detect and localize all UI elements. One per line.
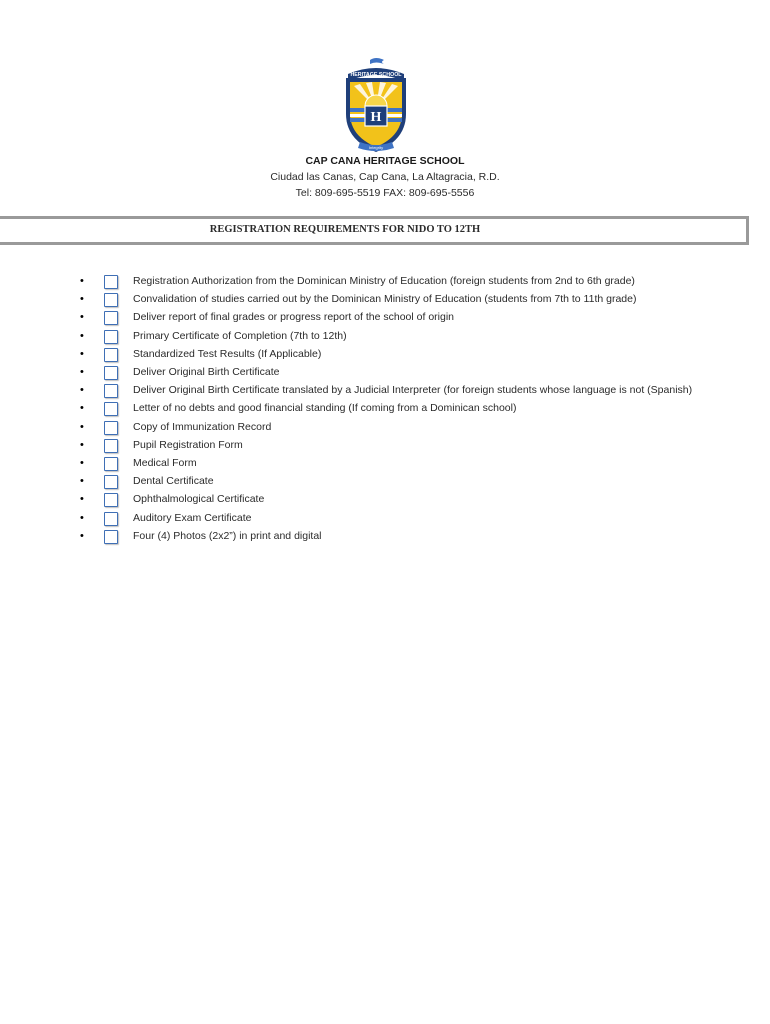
bullet-icon: • xyxy=(80,311,84,324)
requirement-label: Medical Form xyxy=(133,457,197,470)
bullet-icon: • xyxy=(80,529,84,542)
requirement-item xyxy=(0,490,770,508)
requirement-label: Primary Certificate of Completion (7th to 12th) xyxy=(133,329,347,342)
requirement-item xyxy=(0,327,770,345)
requirement-checkbox[interactable] xyxy=(104,421,118,435)
requirement-label: Four (4) Photos (2x2”) in print and digital xyxy=(133,529,322,542)
school-logo xyxy=(340,56,412,156)
requirement-label: Deliver Original Birth Certificate translated by a Judicial Interpreter (for foreign students whose language is not (Spanish) xyxy=(133,384,693,397)
requirement-item xyxy=(0,345,770,363)
requirement-item xyxy=(0,308,770,326)
requirement-item xyxy=(0,363,770,381)
requirement-label: Deliver report of final grades or progress report of the school of origin xyxy=(133,311,454,324)
requirement-checkbox[interactable] xyxy=(104,475,118,489)
requirement-item xyxy=(0,418,770,436)
logo-banner-text: HERITAGE SCHOOL xyxy=(350,72,402,78)
requirement-checkbox[interactable] xyxy=(104,293,118,307)
requirement-label: Deliver Original Birth Certificate xyxy=(133,366,280,379)
requirement-label: Copy of Immunization Record xyxy=(133,420,272,433)
requirement-checkbox[interactable] xyxy=(104,311,118,325)
requirement-checkbox[interactable] xyxy=(104,530,118,544)
requirement-label: Dental Certificate xyxy=(133,475,214,488)
requirement-checkbox[interactable] xyxy=(104,275,118,289)
requirement-item xyxy=(0,399,770,417)
logo-ribbon-text: Integrity xyxy=(368,145,384,150)
requirement-label: Auditory Exam Certificate xyxy=(133,511,252,524)
requirement-label: Registration Authorization from the Dominican Ministry of Education (foreign students from 2nd to 6th grade) xyxy=(133,275,635,287)
requirement-checkbox[interactable] xyxy=(104,512,118,526)
requirement-item xyxy=(0,454,770,472)
bullet-icon: • xyxy=(80,420,84,433)
requirement-checkbox[interactable] xyxy=(104,330,118,344)
bullet-icon: • xyxy=(80,384,84,397)
requirement-checkbox[interactable] xyxy=(104,366,118,380)
requirement-label: Letter of no debts and good financial standing (If coming from a Dominican school) xyxy=(133,402,517,415)
requirement-label: Pupil Registration Form xyxy=(133,438,243,451)
requirement-item xyxy=(0,527,770,545)
bullet-icon: • xyxy=(80,275,84,287)
bullet-icon: • xyxy=(80,329,84,342)
bullet-icon: • xyxy=(80,347,84,360)
bullet-icon: • xyxy=(80,402,84,415)
requirement-label: Standardized Test Results (If Applicable) xyxy=(133,347,322,360)
bullet-icon: • xyxy=(80,457,84,470)
requirement-checkbox[interactable] xyxy=(104,457,118,471)
requirement-checkbox[interactable] xyxy=(104,493,118,507)
requirement-item xyxy=(0,509,770,527)
bullet-icon: • xyxy=(80,511,84,524)
requirement-item xyxy=(0,272,770,290)
school-contact: Tel: 809-695-5519 FAX: 809-695-5556 xyxy=(295,187,475,199)
school-address: Ciudad las Canas, Cap Cana, La Altagracia, R.D. xyxy=(270,171,500,183)
requirement-checkbox[interactable] xyxy=(104,439,118,453)
bullet-icon: • xyxy=(80,475,84,488)
logo-monogram: H xyxy=(370,110,382,125)
requirement-checkbox[interactable] xyxy=(104,384,118,398)
bullet-icon: • xyxy=(80,366,84,379)
requirement-item xyxy=(0,436,770,454)
requirement-label: Ophthalmological Certificate xyxy=(133,493,265,506)
document-title: REGISTRATION REQUIREMENTS FOR NIDO TO 12TH xyxy=(209,224,481,235)
school-name: CAP CANA HERITAGE SCHOOL xyxy=(305,155,465,167)
bullet-icon: • xyxy=(80,438,84,451)
requirements-list xyxy=(0,272,770,545)
requirement-label: Convalidation of studies carried out by the Dominican Ministry of Education (students from 7th to 11th grade) xyxy=(133,293,637,306)
requirement-item xyxy=(0,290,770,308)
requirement-checkbox[interactable] xyxy=(104,348,118,362)
requirement-checkbox[interactable] xyxy=(104,402,118,416)
requirement-item xyxy=(0,381,770,399)
bullet-icon: • xyxy=(80,293,84,306)
requirement-item xyxy=(0,472,770,490)
bullet-icon: • xyxy=(80,493,84,506)
